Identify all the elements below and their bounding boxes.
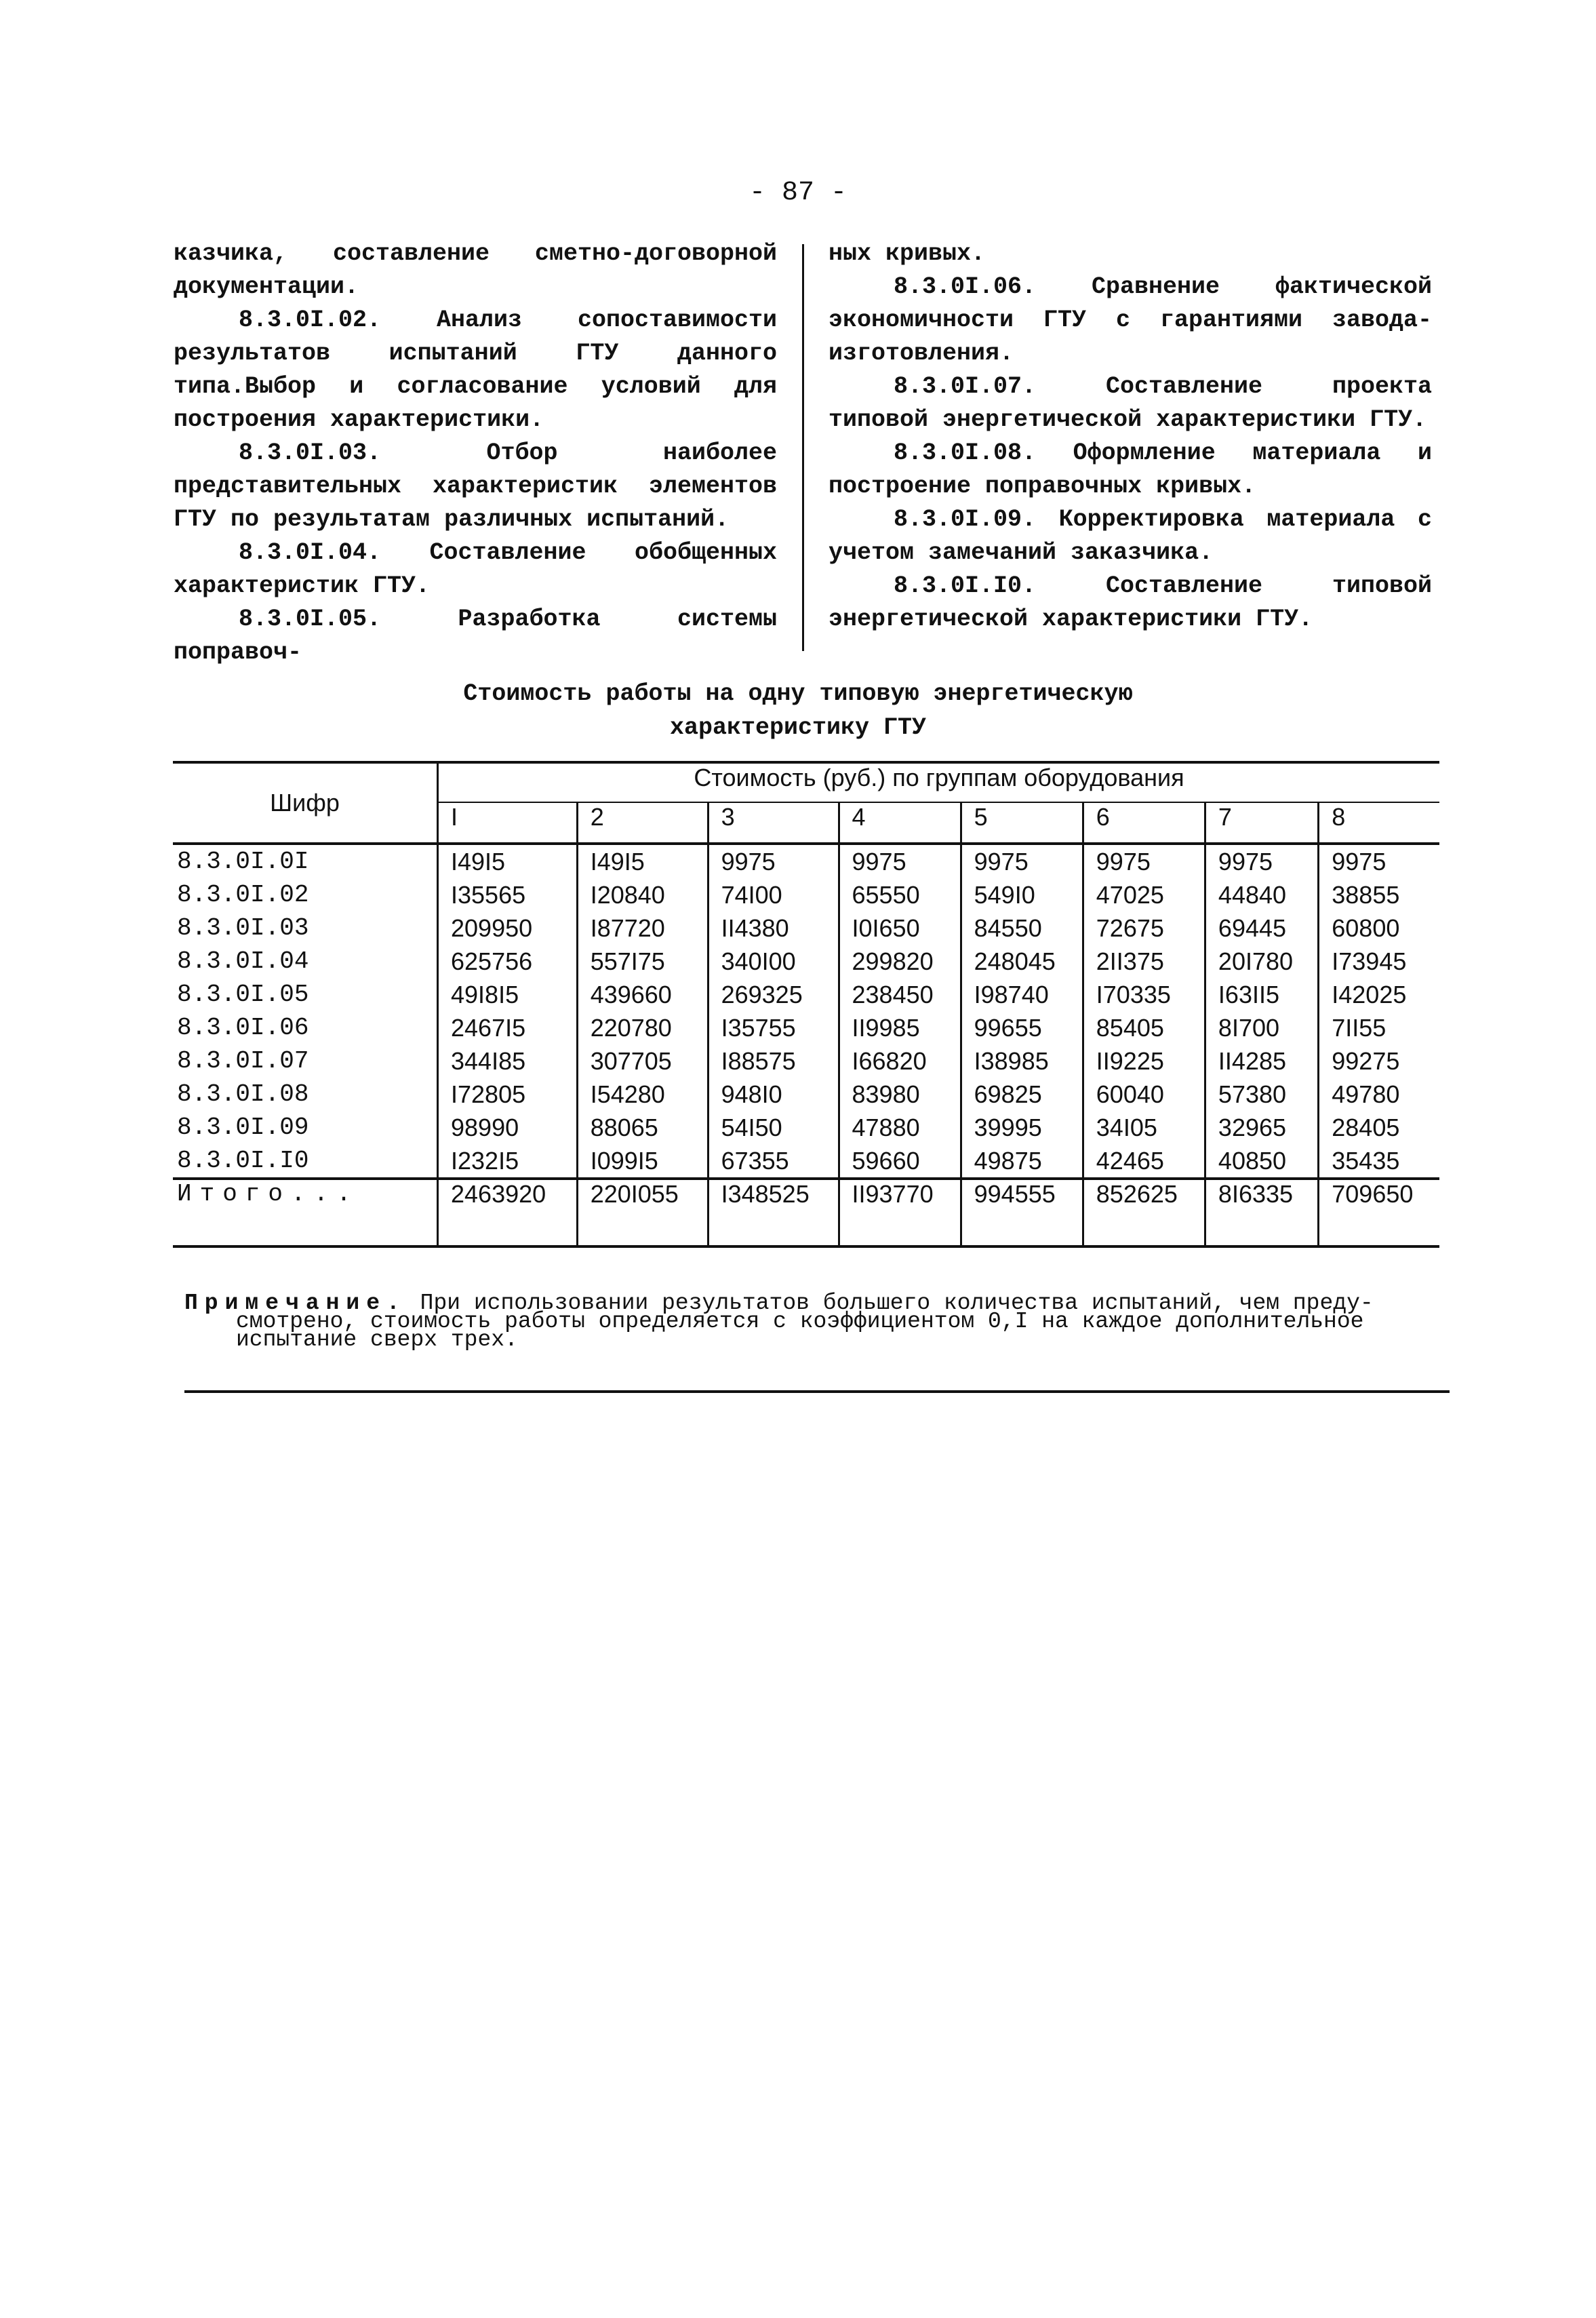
cost-cell: 8I700 [1205, 1011, 1318, 1044]
cost-cell: 38855 [1319, 878, 1439, 911]
cost-cell: 35435 [1319, 1144, 1439, 1179]
cost-cell: 65550 [839, 878, 961, 911]
paragraph: 8.3.0I.02. Анализ сопоставимости результатов испытаний ГТУ данного типа.Выбор и согласование условий для построения характеристики. [174, 307, 777, 433]
cost-cell: 9975 [839, 844, 961, 878]
cost-cell: 69445 [1205, 911, 1318, 945]
cost-cell: I70335 [1083, 978, 1205, 1011]
right-text-column [829, 237, 1432, 636]
cost-cell: I88575 [708, 1044, 839, 1078]
total-cell: 994555 [961, 1179, 1083, 1246]
cost-cell: 84550 [961, 911, 1083, 945]
cost-cell: 220780 [577, 1011, 708, 1044]
cost-cell: 307705 [577, 1044, 708, 1078]
paragraph: 8.3.0I.09. Корректировка материала с учетом замечаний заказчика. [829, 506, 1432, 566]
cost-cell: 9975 [1083, 844, 1205, 878]
table-row [173, 1078, 1439, 1111]
cost-cell: II9985 [839, 1011, 961, 1044]
table-caption [0, 677, 1596, 745]
cost-cell: I49I5 [577, 844, 708, 878]
paragraph: казчика, составление сметно-договорной документации. [174, 240, 777, 300]
note-text: При использовании результатов большего количества испытаний, чем преду- [420, 1291, 1374, 1316]
group-number-header: 6 [1083, 802, 1205, 844]
total-cell: 2463920 [438, 1179, 578, 1246]
cost-cell: 20I780 [1205, 945, 1318, 978]
total-cell: 220I055 [577, 1179, 708, 1246]
group-number-header: I [438, 802, 578, 844]
cost-cell: 948I0 [708, 1078, 839, 1111]
cost-cell: 7II55 [1319, 1011, 1439, 1044]
cost-cell: I099I5 [577, 1144, 708, 1179]
cost-cell: 549I0 [961, 878, 1083, 911]
paragraph: 8.3.0I.07. Составление проекта типовой энергетической характеристики ГТУ. [829, 373, 1432, 433]
cost-cell: I42025 [1319, 978, 1439, 1011]
cost-cell: I66820 [839, 1044, 961, 1078]
cost-cell: 2467I5 [438, 1011, 578, 1044]
paragraph: 8.3.0I.08. Оформление материала и построение поправочных кривых. [829, 439, 1432, 500]
cost-cell: II4380 [708, 911, 839, 945]
cost-cell: I35565 [438, 878, 578, 911]
cost-cell: I87720 [577, 911, 708, 945]
cost-cell: 88065 [577, 1111, 708, 1144]
cost-cell: 42465 [1083, 1144, 1205, 1179]
paragraph: ных кривых. [829, 240, 986, 267]
cost-cell: 439660 [577, 978, 708, 1011]
row-code: 8.3.0I.07 [177, 1047, 309, 1075]
cost-cell: 49875 [961, 1144, 1083, 1179]
cost-cell: 34I05 [1083, 1111, 1205, 1144]
cost-cell: I54280 [577, 1078, 708, 1111]
cost-cell: 9975 [961, 844, 1083, 878]
cost-cell: 74I00 [708, 878, 839, 911]
note-line: смотрено, стоимость работы определяется с коэффициентом 0,I на каждое дополнительное [236, 1309, 1364, 1334]
table-row [173, 1011, 1439, 1044]
column-divider [802, 244, 804, 651]
cost-cell: 49I8I5 [438, 978, 578, 1011]
group-number-header: 5 [961, 802, 1083, 844]
group-number-header: 7 [1205, 802, 1318, 844]
row-code: 8.3.0I.I0 [177, 1147, 309, 1175]
paragraph: 8.3.0I.04. Составление обобщенных характеристик ГТУ. [174, 539, 777, 600]
cost-cell: 98990 [438, 1111, 578, 1144]
cost-cell: II4285 [1205, 1044, 1318, 1078]
cost-cell: 99655 [961, 1011, 1083, 1044]
cost-cell: I232I5 [438, 1144, 578, 1179]
row-code: 8.3.0I.05 [177, 981, 309, 1008]
cost-cell: 625756 [438, 945, 578, 978]
table-row [173, 844, 1439, 878]
cost-cell: 40850 [1205, 1144, 1318, 1179]
cost-cell: 9975 [1205, 844, 1318, 878]
total-cell: 852625 [1083, 1179, 1205, 1246]
group-number-header: 4 [839, 802, 961, 844]
cost-cell: 69825 [961, 1078, 1083, 1111]
row-code: 8.3.0I.09 [177, 1114, 309, 1141]
cost-cell: 47025 [1083, 878, 1205, 911]
paragraph: 8.3.0I.I0. Составление типовой энергетической характеристики ГТУ. [829, 572, 1432, 633]
cost-cell: 340I00 [708, 945, 839, 978]
paragraph: 8.3.0I.05. Разработка системы поправоч- [174, 606, 777, 666]
row-code: 8.3.0I.04 [177, 947, 309, 975]
cost-cell: 57380 [1205, 1078, 1318, 1111]
cost-cell: 9975 [1319, 844, 1439, 878]
cost-cell: I72805 [438, 1078, 578, 1111]
table-row [173, 978, 1439, 1011]
cost-cell: 49780 [1319, 1078, 1439, 1111]
cost-cell: 85405 [1083, 1011, 1205, 1044]
cost-cell: 344I85 [438, 1044, 578, 1078]
cost-cell: 209950 [438, 911, 578, 945]
cost-cell: I38985 [961, 1044, 1083, 1078]
total-label: Итого... [173, 1179, 438, 1246]
group-number-header: 8 [1319, 802, 1439, 844]
note-rule [184, 1390, 1450, 1393]
cost-cell: I0I650 [839, 911, 961, 945]
cost-cell: 44840 [1205, 878, 1318, 911]
group-number-header: 2 [577, 802, 708, 844]
code-column-header: Шифр [173, 762, 438, 844]
total-cell: II93770 [839, 1179, 961, 1246]
cost-cell: 60040 [1083, 1078, 1205, 1111]
row-code: 8.3.0I.08 [177, 1080, 309, 1108]
table-row [173, 945, 1439, 978]
cost-cell: 248045 [961, 945, 1083, 978]
cost-cell: I98740 [961, 978, 1083, 1011]
cost-cell: 72675 [1083, 911, 1205, 945]
note-line: испытание сверх трех. [236, 1327, 518, 1352]
table-row [173, 878, 1439, 911]
cost-cell: 299820 [839, 945, 961, 978]
table-row [173, 1144, 1439, 1179]
cost-cell: 59660 [839, 1144, 961, 1179]
paragraph: 8.3.0I.06. Сравнение фактической экономичности ГТУ с гарантиями завода-изготовления. [829, 273, 1432, 367]
cost-cell: 238450 [839, 978, 961, 1011]
cost-table [173, 761, 1439, 1248]
note-label: Примечание. [184, 1291, 407, 1316]
left-text-column [174, 237, 777, 669]
table-row [173, 1111, 1439, 1144]
table-caption-line: характеристику ГТУ [669, 714, 927, 741]
table-caption-line: Стоимость работы на одну типовую энергетическую [463, 680, 1133, 707]
cost-cell: 60800 [1319, 911, 1439, 945]
row-code: 8.3.0I.03 [177, 914, 309, 942]
table-row [173, 911, 1439, 945]
group-number-header: 3 [708, 802, 839, 844]
cost-cell: I20840 [577, 878, 708, 911]
total-cell: 8I6335 [1205, 1179, 1318, 1246]
cost-cell: 54I50 [708, 1111, 839, 1144]
cost-cell: 269325 [708, 978, 839, 1011]
cost-cell: 32965 [1205, 1111, 1318, 1144]
total-cell: 709650 [1319, 1179, 1439, 1246]
cost-cell: 557I75 [577, 945, 708, 978]
cost-cell: I35755 [708, 1011, 839, 1044]
group-header: Стоимость (руб.) по группам оборудования [438, 762, 1440, 802]
cost-cell: 67355 [708, 1144, 839, 1179]
row-code: 8.3.0I.0I [177, 848, 309, 876]
cost-cell: 99275 [1319, 1044, 1439, 1078]
total-cell: I348525 [708, 1179, 839, 1246]
cost-cell: 47880 [839, 1111, 961, 1144]
cost-cell: 2II375 [1083, 945, 1205, 978]
cost-cell: I49I5 [438, 844, 578, 878]
cost-cell: I63II5 [1205, 978, 1318, 1011]
cost-cell: 9975 [708, 844, 839, 878]
table-note [184, 1291, 1445, 1352]
page-number: - 87 - [749, 178, 847, 208]
row-code: 8.3.0I.06 [177, 1014, 309, 1042]
row-code: 8.3.0I.02 [177, 881, 309, 909]
cost-cell: II9225 [1083, 1044, 1205, 1078]
cost-cell: 83980 [839, 1078, 961, 1111]
cost-cell: I73945 [1319, 945, 1439, 978]
paragraph: 8.3.0I.03. Отбор наиболее представительных характеристик элементов ГТУ по результатам различных испытаний. [174, 439, 777, 533]
table-row [173, 1044, 1439, 1078]
cost-cell: 28405 [1319, 1111, 1439, 1144]
cost-cell: 39995 [961, 1111, 1083, 1144]
